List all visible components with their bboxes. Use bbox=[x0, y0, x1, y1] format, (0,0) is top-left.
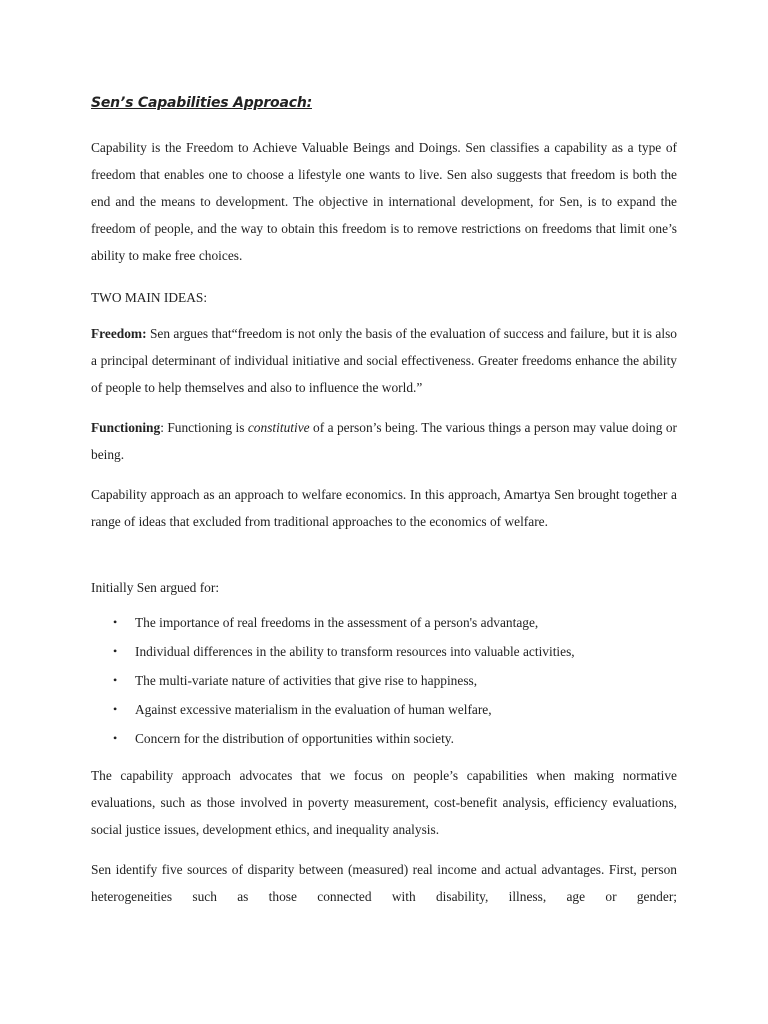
disparity-sources-paragraph: Sen identify five sources of disparity between (measured) real income and actual advantages. First, person heterogeneities such as those connected with disability, illness, age or gender; bbox=[91, 862, 677, 904]
functioning-text-a: : Functioning is bbox=[160, 420, 248, 435]
intro-paragraph: Capability is the Freedom to Achieve Valuable Beings and Doings. Sen classifies a capability as a type of freedom that enables one to choose a lifestyle one wants to live. Sen also suggests that freedom is both the end and the means to development. The objective in international development, for Sen, is to expand the freedom of people, and the way to obtain this freedom is to remove restrictions on freedoms that limit one’s ability to make free choices. bbox=[91, 140, 677, 263]
initially-sen-argued: Initially Sen argued for: bbox=[91, 580, 220, 595]
list-item bbox=[91, 637, 677, 666]
list-item bbox=[91, 666, 677, 695]
bullet-icon: • bbox=[113, 702, 118, 716]
bullet-icon: • bbox=[113, 731, 118, 745]
functioning-paragraph bbox=[91, 414, 677, 468]
freedom-text: Sen argues that“freedom is not only the basis of the evaluation of success and failure, but it is also a principal determinant of individual initiative and social effectiveness. Greater freedoms enhance the ability of people to help themselves and also to influence the world.” bbox=[91, 326, 677, 395]
list-item bbox=[91, 695, 677, 724]
bullet-icon: • bbox=[113, 644, 118, 658]
two-main-ideas-heading: TWO MAIN IDEAS: bbox=[91, 290, 208, 305]
list-item bbox=[91, 724, 677, 753]
list-item bbox=[91, 608, 677, 637]
list-item-text: The importance of real freedoms in the assessment of a person's advantage, bbox=[135, 615, 539, 630]
argued-for-list bbox=[91, 608, 677, 753]
document-title: Sen’s Capabilities Approach: bbox=[91, 95, 312, 111]
list-item-text: The multi-variate nature of activities that give rise to happiness, bbox=[135, 673, 478, 688]
list-item-text: Concern for the distribution of opportunities within society. bbox=[135, 731, 454, 746]
functioning-text-b: of a person’s being. The various things a person may value doing or being. bbox=[91, 420, 678, 462]
functioning-label: Functioning bbox=[91, 420, 161, 435]
bullet-icon: • bbox=[113, 673, 118, 687]
list-item-text: Against excessive materialism in the evaluation of human welfare, bbox=[135, 702, 492, 717]
functioning-italic-term: constitutive bbox=[247, 420, 310, 435]
advocates-paragraph: The capability approach advocates that we focus on people’s capabilities when making normative evaluations, such as those involved in poverty measurement, cost-benefit analysis, efficiency evaluations, social justice issues, development ethics, and inequality analysis. bbox=[91, 768, 677, 837]
capability-approach-paragraph: Capability approach as an approach to welfare economics. In this approach, Amartya Sen brought together a range of ideas that excluded from traditional approaches to the economics of welfare. bbox=[91, 487, 677, 529]
freedom-label: Freedom: bbox=[91, 326, 147, 341]
bullet-icon: • bbox=[113, 615, 118, 629]
list-item-text: Individual differences in the ability to transform resources into valuable activities, bbox=[135, 644, 575, 659]
freedom-paragraph bbox=[91, 320, 677, 401]
